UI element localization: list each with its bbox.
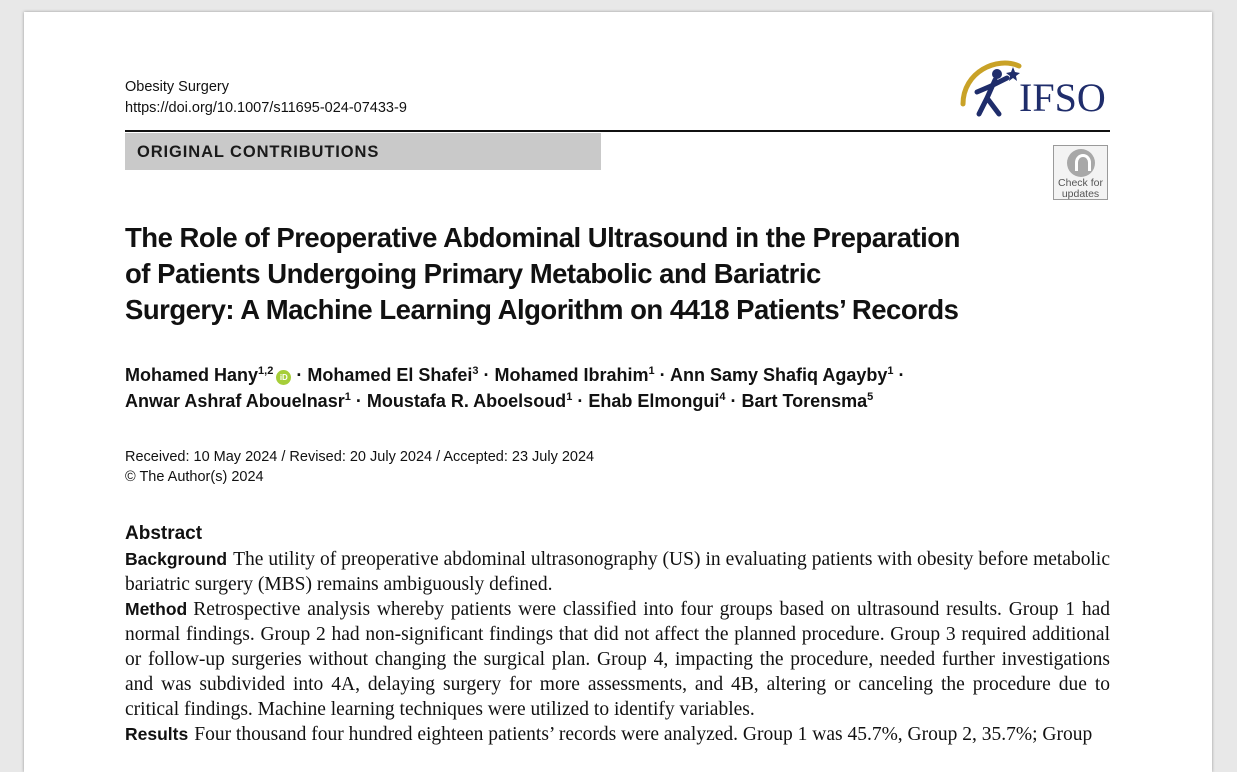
journal-header [125, 77, 407, 119]
doi-link[interactable]: https://doi.org/10.1007/s11695-024-07433-9 [125, 100, 407, 116]
author-name[interactable]: Ann Samy Shafiq Agayby [669, 365, 888, 385]
author-name[interactable]: Anwar Ashraf Abouelnasr [125, 391, 345, 411]
ifso-logo [957, 52, 1117, 124]
history-dates: Received: 10 May 2024 / Revised: 20 July 2024 / Accepted: 23 July 2024 [125, 449, 595, 465]
paper-title: The Role of Preoperative Abdominal Ultrasound in the Preparation of Patients Undergoing Primary Metabolic and Bariatric Surgery: A Machine Learning Algorithm on 4418 Patients’ Records [125, 222, 960, 325]
abstract-body [125, 547, 1110, 747]
author-name[interactable]: Bart Torensma [741, 391, 868, 411]
author-name[interactable]: Ehab Elmongui [588, 391, 720, 411]
bookmark-icon [1067, 149, 1095, 177]
check-for-updates-button[interactable] [1053, 145, 1108, 200]
copyright: © The Author(s) 2024 [125, 469, 264, 485]
header-rule [125, 130, 1110, 132]
author-name[interactable]: Moustafa R. Aboelsoud [366, 391, 567, 411]
paper-page [24, 12, 1212, 772]
check-for-updates-label: Check for updates [1058, 177, 1103, 200]
publication-dates [125, 447, 594, 487]
abstract-results: Results Four thousand four hundred eighteen patients’ records were analyzed. Group 1 was 45.7%, Group 2, 35.7%; Group [125, 724, 1093, 745]
journal-name: Obesity Surgery [125, 79, 229, 95]
author-name[interactable]: Mohamed Ibrahim [494, 365, 649, 385]
section-label: ORIGINAL CONTRIBUTIONS [137, 143, 380, 161]
abstract-heading: Abstract [125, 523, 203, 544]
abstract-method: Method Retrospective analysis whereby patients were classified into four groups based on ultrasound results. Group 1 had normal findings. Group 2 had non-significant findings that did not affect the planned procedure. Group 3 required additional or follow-up surgeries without changing the surgical plan. Group 4, impacting the procedure, needed further investigations and was subdivided into 4A, delaying surgery for more assessments, and 4B, altering or canceling the procedure due to critical findings. Machine learning techniques were utilized to identify variables. [125, 599, 1110, 720]
author-name[interactable]: Mohamed Hany [125, 365, 259, 385]
author-name[interactable]: Mohamed El Shafei [307, 365, 473, 385]
author-list: Mohamed Hany$^{1,2}$iD · Mohamed El Shafei$^3$ · Mohamed Ibrahim$^1$ · Ann Samy Shafiq Agayby$^1$ · Anwar Ashraf Abouelnasr$^1$ · Moustafa R. Aboelsoud$^1$ · Ehab Elmongui$^4$ · Bart Torensma$^5$ [125, 365, 905, 411]
section-band [125, 133, 601, 170]
ifso-logo-text: IFSO [1019, 75, 1106, 120]
abstract-background: Background The utility of preoperative abdominal ultrasonography (US) in evaluating patients with obesity before metabolic bariatric surgery (MBS) remains ambiguously defined. [125, 549, 1110, 595]
orcid-icon[interactable]: iD [276, 370, 291, 385]
